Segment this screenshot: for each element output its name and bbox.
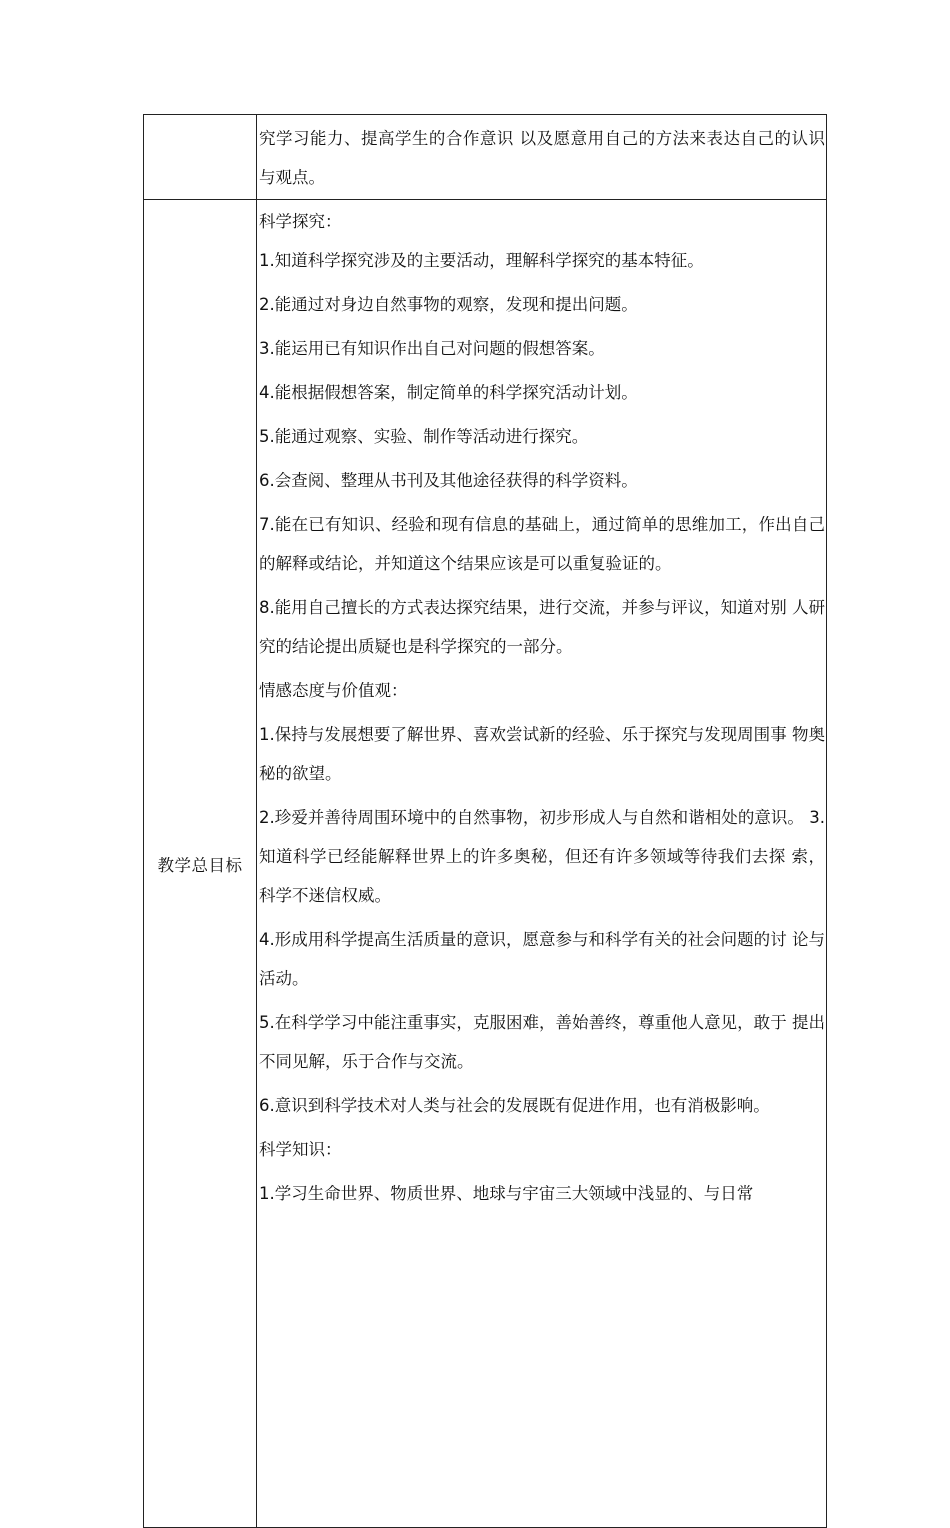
content-paragraph: 1.知道科学探究涉及的主要活动，理解科学探究的基本特征。 [259,251,704,270]
objectives-table [143,114,827,1528]
content-paragraph: 1.保持与发展想要了解世界、喜欢尝试新的经验、乐于探究与发现周围事 物奥 秘的欲望。 [259,725,825,783]
row-content-cell [257,115,827,200]
content-paragraph: 8.能用自己擅长的方式表达探究结果，进行交流，并参与评议，知道对别 人研究的结论提出质疑也是科学探究的一部分。 [259,598,825,656]
content-paragraph: 6.会查阅、整理从书刊及其他途径获得的科学资料。 [259,471,638,490]
row-label-cell [144,115,257,200]
content-paragraph: 5.在科学学习中能注重事实，克服困难，善始善终，尊重他人意见，敢于 提出不同见解，乐于合作与交流。 [259,1013,825,1071]
row-label-teaching-goals: 教学总目标 [157,855,243,875]
content-paragraph: 6.意识到科学技术对人类与社会的发展既有促进作用，也有消极影响。 [259,1096,770,1115]
table-row [144,115,827,200]
row-label-cell [144,200,257,1528]
content-paragraph: 5.能通过观察、实验、制作等活动进行探究。 [259,427,589,446]
row-content-cell [257,200,827,1528]
content-paragraph: 4.形成用科学提高生活质量的意识，愿意参与和科学有关的社会问题的讨 论与活动。 [259,930,825,988]
table-row [144,200,827,1528]
content-paragraph: 2.能通过对身边自然事物的观察，发现和提出问题。 [259,295,638,314]
section-heading-knowledge: 科学知识： [259,1140,342,1159]
content-paragraph: 7.能在已有知识、经验和现有信息的基础上，通过简单的思维加工，作出自己的解释或结论，并知道这个结果应该是可以重复验证的。 [259,515,825,573]
section-heading-inquiry: 科学探究： [259,212,342,231]
content-paragraph: 1.学习生命世界、物质世界、地球与宇宙三大领域中浅显的、与日常 [259,1184,754,1203]
content-paragraph: 2.珍爱并善待周围环境中的自然事物，初步形成人与自然和谐相处的意识。 3.知道科学已经能解释世界上的许多奥秘，但还有许多领域等待我们去探 索，科学不迷信权威。 [259,808,825,905]
content-paragraph: 3.能运用已有知识作出自己对问题的假想答案。 [259,339,605,358]
section-heading-attitude: 情感态度与价值观： [259,681,408,700]
content-paragraph: 究学习能力、提高学生的合作意识 以及愿意用自己的方法来表达自己的认识与观点。 [259,129,825,187]
content-paragraph: 4.能根据假想答案，制定简单的科学探究活动计划。 [259,383,638,402]
